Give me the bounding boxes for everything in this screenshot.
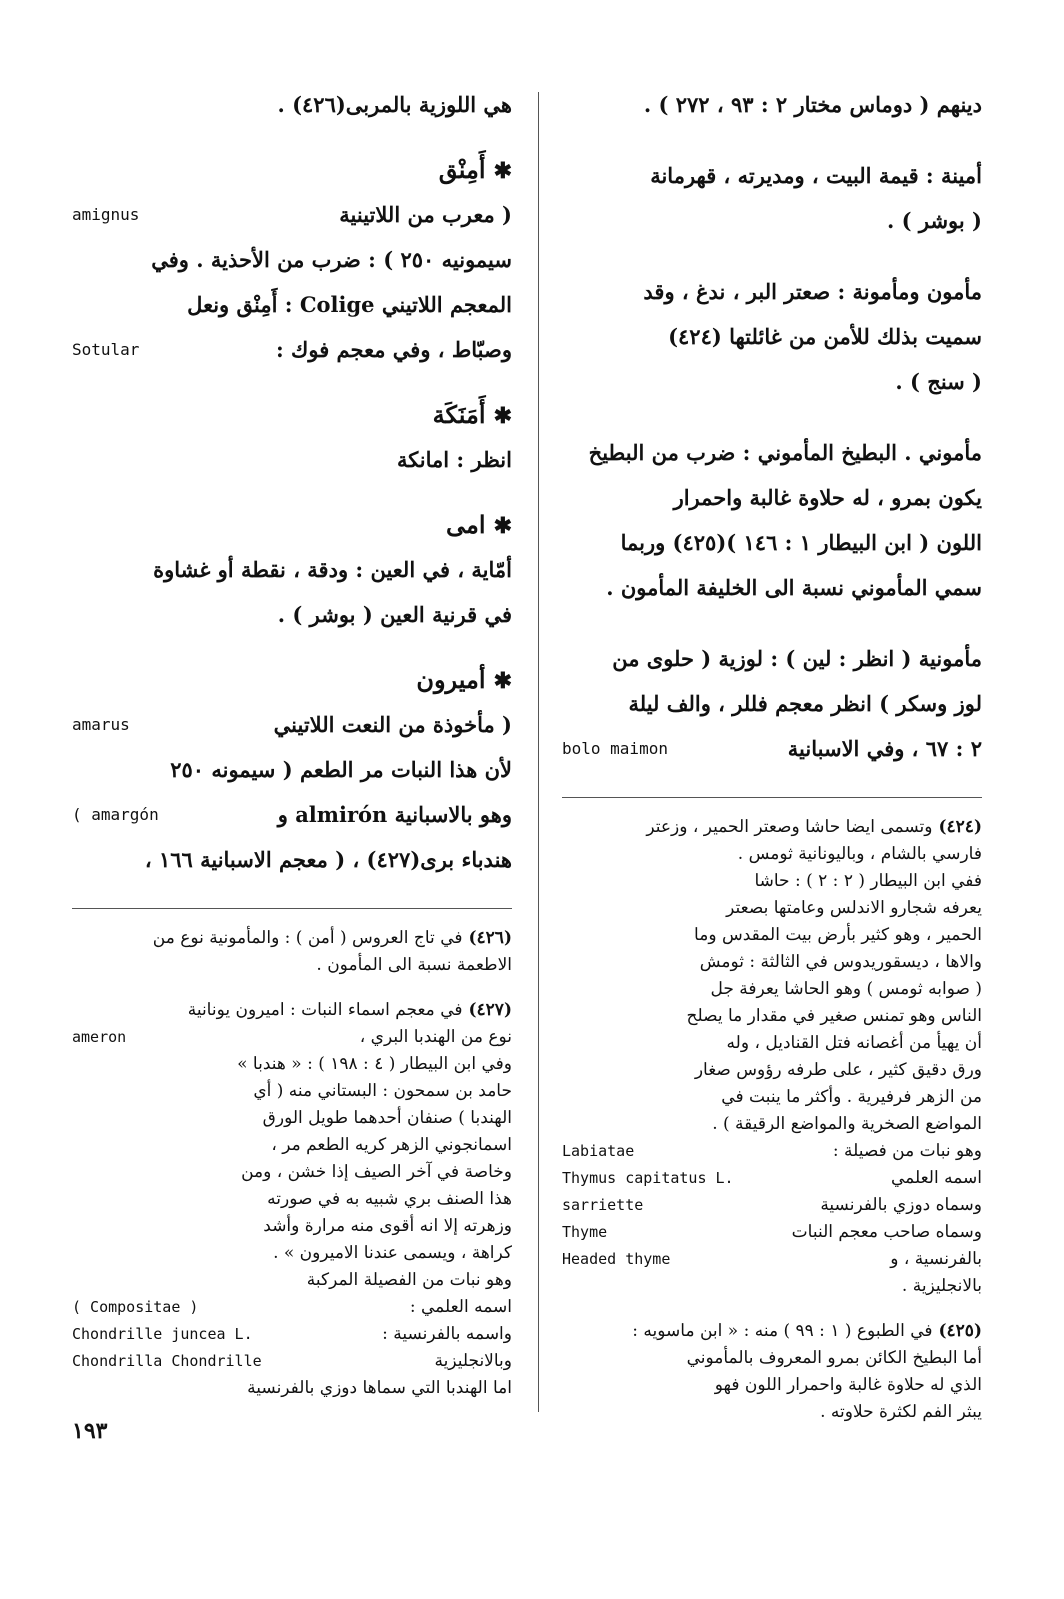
text-line — [562, 430, 982, 475]
arabic-text: ( سنج ) . — [895, 369, 982, 394]
footnote-line — [562, 922, 982, 949]
text-line — [72, 282, 512, 327]
footnote-line — [562, 976, 982, 1003]
footnote-line — [562, 1219, 982, 1246]
footnote-line — [72, 1294, 512, 1321]
footnote-line — [72, 1213, 512, 1240]
left-column — [72, 82, 512, 1420]
latin-term: Chondrille juncea L. — [72, 1325, 253, 1343]
arabic-text: وفي ابن البيطار ( ٤ : ١٩٨ ) : « هندبا » — [237, 1054, 512, 1074]
arabic-text: واسمه بالفرنسية : — [382, 1324, 512, 1344]
entry-paragraph — [562, 82, 982, 127]
footnote-line — [72, 1348, 512, 1375]
arabic-text: وسماه صاحب معجم النبات — [791, 1222, 982, 1242]
text-line — [562, 82, 982, 127]
arabic-text: ففي ابن البيطار ( ٢ : ٢ ) : حاشا — [754, 871, 982, 891]
footnote-427 — [72, 997, 512, 1402]
footnote-line — [562, 1372, 982, 1399]
entry-paragraph — [72, 82, 512, 127]
arabic-text: ورق دقيق كثير ، على طرفه رؤوس صغار — [694, 1060, 982, 1080]
text-line — [562, 314, 982, 359]
footnote-line — [72, 1105, 512, 1132]
arabic-text: وهو نبات من الفصيلة المركبة — [306, 1270, 512, 1290]
arabic-text: أمّاية ، في العين : ودقة ، نقطة أو غشاوة — [153, 557, 512, 582]
text-line — [562, 269, 982, 314]
entry-amiron-body — [72, 702, 512, 882]
footnote-line — [72, 1267, 512, 1294]
text-line — [72, 82, 512, 127]
footnote-line — [72, 1051, 512, 1078]
page-number: ١٩٣ — [72, 1418, 108, 1444]
arabic-text: نوع من الهندبا البري ، — [359, 1027, 512, 1047]
arabic-text: ( صوابه ثومس ) وهو الحاشا يعرفة جل — [710, 979, 982, 999]
latin-term: sarriette — [562, 1196, 644, 1214]
latin-term: Headed thyme — [562, 1250, 671, 1268]
headword: أميرون — [416, 665, 486, 694]
arabic-text: المواضع الصخرية والمواضع الرقيقة ) . — [712, 1114, 982, 1134]
footnote-line — [562, 1057, 982, 1084]
text-line — [72, 437, 512, 482]
arabic-text: حامد بن سمحون : البستاني منه ( أي — [253, 1081, 512, 1101]
latin-term: Labiatae — [562, 1142, 635, 1160]
arabic-text: من الزهر فرفيرية . وأكثر ما ينبت في — [721, 1087, 982, 1107]
asterisk-icon: ✱ — [493, 513, 512, 539]
arabic-text: في قرنية العين ( بوشر ) . — [277, 602, 512, 627]
entry-ama-head — [72, 508, 512, 543]
arabic-text: مأمونية ( انظر : لين ) : لوزية ( حلوى من — [612, 646, 982, 671]
arabic-text: انظر : امانكة — [396, 447, 512, 472]
footnote-line — [72, 952, 512, 979]
footnote-line — [72, 1078, 512, 1105]
arabic-text: الناس وهو تمنس صغير في مقدار ما يصلح — [686, 1006, 982, 1026]
arabic-text: اسمه العلمي — [890, 1168, 982, 1188]
footnote-line — [562, 1003, 982, 1030]
entry-amanaka-head — [72, 398, 512, 433]
footnote-line — [562, 1165, 982, 1192]
footnote-line — [562, 949, 982, 976]
text-line — [72, 592, 512, 637]
entry-amanaka-body — [72, 437, 512, 482]
arabic-text: المعجم اللاتيني Colige : أَمِنْق ونعل — [187, 292, 512, 317]
arabic-text: لوز وسكر ) انظر معجم فللر ، والف ليلة — [628, 691, 982, 716]
footnote-line — [562, 1318, 982, 1345]
footnote-separator — [562, 797, 982, 798]
latin-term: Thymus capitatus L. — [562, 1169, 734, 1187]
footnote-426 — [72, 925, 512, 979]
headword: امى — [446, 510, 486, 539]
arabic-text: اللون ( ابن البيطار ١ : ١٤٦ )(٤٢٥) وربما — [620, 530, 982, 555]
footnote-line — [72, 1159, 512, 1186]
text-line — [562, 520, 982, 565]
latin-term: amarus — [72, 715, 130, 734]
entry-paragraph — [562, 269, 982, 404]
arabic-text: هي اللوزية بالمربى(٤٢٦) . — [277, 92, 512, 117]
text-line — [72, 237, 512, 282]
entry-paragraph — [562, 430, 982, 610]
arabic-text: ( مأخوذة من النعت اللاتيني — [273, 712, 512, 737]
footnote-line — [562, 895, 982, 922]
entry-paragraph — [562, 636, 982, 771]
footnote-line — [72, 1186, 512, 1213]
text-line — [562, 636, 982, 681]
entry-amignus-head — [72, 153, 512, 188]
footnote-number: (٤٢٧) — [468, 1000, 512, 1020]
arabic-text: في معجم اسماء النبات : اميرون يونانية — [187, 1000, 463, 1020]
footnote-line — [562, 868, 982, 895]
footnote-line — [562, 814, 982, 841]
latin-term: Thyme — [562, 1223, 608, 1241]
arabic-text: وخاصة في آخر الصيف إذا خشن ، ومن — [241, 1162, 512, 1182]
asterisk-icon: ✱ — [493, 668, 512, 694]
arabic-text: فارسي بالشام ، وباليونانية ثومس . — [737, 844, 982, 864]
footnote-line — [562, 1030, 982, 1057]
footnote-line — [562, 1138, 982, 1165]
entry-amiron-head — [72, 663, 512, 698]
latin-term: ( amargón — [72, 805, 159, 824]
footnote-line — [562, 1345, 982, 1372]
arabic-text: اسمانجوني الزهر كريه الطعم مر ، — [271, 1135, 512, 1155]
text-line — [562, 359, 982, 404]
arabic-text: مأموني . البطيخ المأموني : ضرب من البطيخ — [588, 440, 982, 465]
arabic-text: سميت بذلك للأمن من غائلتها (٤٢٤) — [668, 324, 982, 349]
arabic-text: وزهرته إلا انه أقوى منه مرارة وأشد — [263, 1216, 512, 1236]
column-divider — [538, 92, 539, 1412]
text-line — [72, 837, 512, 882]
arabic-text: يكون بمرو ، له حلاوة غالبة واحمرار — [673, 485, 982, 510]
arabic-text: وهو بالاسبانية almirón و — [277, 802, 512, 827]
entry-ama-body — [72, 547, 512, 637]
entry-paragraph — [562, 153, 982, 243]
arabic-text: اما الهندبا التي سماها دوزي بالفرنسية — [247, 1378, 512, 1398]
arabic-text: هذا الصنف بري شبيه به في صورته — [267, 1189, 512, 1209]
text-line — [562, 198, 982, 243]
arabic-text: وصبّاط ، وفي معجم فوك : — [275, 337, 512, 362]
text-line — [562, 565, 982, 610]
arabic-text: أن يهيأ من أغصانه فتل القناديل ، وله — [726, 1033, 982, 1053]
latin-term: amignus — [72, 205, 140, 224]
arabic-text: دينهم ( دوماس مختار ٢ : ٩٣ ، ٢٧٢ ) . — [643, 92, 982, 117]
arabic-text: أمينة : قيمة البيت ، ومديرته ، قهرمانة — [650, 163, 982, 188]
right-column — [562, 82, 982, 1444]
text-line — [72, 327, 512, 372]
footnote-line — [562, 1084, 982, 1111]
asterisk-icon: ✱ — [493, 403, 512, 429]
footnote-number: (٤٢٥) — [938, 1321, 982, 1341]
entry-amignus-body — [72, 192, 512, 372]
footnote-line — [72, 1024, 512, 1051]
arabic-text: وتسمى ايضا حاشا وصعتر الحمير ، وزعتر — [646, 817, 933, 837]
arabic-text: هندباء برى(٤٢٧) ، ( معجم الاسبانية ١٦٦ ، — [144, 847, 512, 872]
arabic-text: كراهة ، ويسمى عندنا الاميرون » . — [273, 1243, 512, 1263]
footnote-line — [72, 1321, 512, 1348]
footnote-line — [562, 1399, 982, 1426]
footnote-line — [562, 1246, 982, 1273]
arabic-text: وبالانجليزية — [434, 1351, 512, 1371]
text-line — [72, 792, 512, 837]
arabic-text: ( معرب من اللاتينية — [339, 202, 512, 227]
arabic-text: والاها ، ديسقوريدوس في الثالثة : ثومش — [699, 952, 982, 972]
text-line — [562, 726, 982, 771]
footnote-line — [562, 1273, 982, 1300]
footnote-line — [562, 1111, 982, 1138]
arabic-text: الاطعمة نسبة الى المأمون . — [316, 955, 512, 975]
arabic-text: الهندبا ) صنفان أحدهما طويل الورق — [262, 1108, 512, 1128]
arabic-text: يعرفه شجارو الاندلس وعامتها بصعتر — [726, 898, 982, 918]
footnote-line — [72, 1240, 512, 1267]
footnote-number: (٤٢٤) — [938, 817, 982, 837]
arabic-text: مأمون ومأمونة : صعتر البر ، ندغ ، وقد — [643, 279, 982, 304]
arabic-text: وسماه دوزي بالفرنسية — [820, 1195, 982, 1215]
arabic-text: لأن هذا النبات مر الطعم ( سيمونه ٢٥٠ — [170, 757, 512, 782]
text-line — [72, 702, 512, 747]
asterisk-icon: ✱ — [493, 158, 512, 184]
footnote-separator — [72, 908, 512, 909]
arabic-text: الذي له حلاوة غالبة واحمرار اللون فهو — [714, 1375, 982, 1395]
latin-term: ( Compositae ) — [72, 1298, 199, 1316]
arabic-text: ( بوشر ) . — [887, 208, 982, 233]
arabic-text: سيمونيه ٢٥٠ ) : ضرب من الأحذية . وفي — [151, 247, 512, 272]
arabic-text: في تاج العروس ( أمن ) : والمأمونية نوع من — [152, 928, 463, 948]
latin-term: Chondrilla Chondrille — [72, 1352, 262, 1370]
arabic-text: وهو نبات من فصيلة : — [832, 1141, 982, 1161]
footnote-425 — [562, 1318, 982, 1426]
latin-term: Sotular — [72, 340, 140, 359]
arabic-text: بالفرنسية ، و — [890, 1249, 982, 1269]
arabic-text: يبثر الفم لكثرة حلاوته . — [820, 1402, 982, 1422]
arabic-text: بالانجليزية . — [901, 1276, 982, 1296]
arabic-text: أما البطيخ الكائن بمرو المعروف بالمأموني — [686, 1348, 982, 1368]
text-line — [562, 681, 982, 726]
arabic-text: في الطبوع ( ١ : ٩٩ ) منه : « ابن ماسويه : — [632, 1321, 933, 1341]
footnote-line — [72, 925, 512, 952]
latin-term: bolo maimon — [562, 739, 668, 758]
footnote-line — [562, 1192, 982, 1219]
text-line — [562, 153, 982, 198]
text-line — [562, 475, 982, 520]
footnote-line — [72, 997, 512, 1024]
arabic-text: الحمير ، وهو كثير بأرض بيت المقدس وما — [694, 925, 982, 945]
text-line — [72, 192, 512, 237]
arabic-text: سمي المأموني نسبة الى الخليفة المأمون . — [606, 575, 982, 600]
footnote-line — [72, 1132, 512, 1159]
footnote-line — [72, 1375, 512, 1402]
footnote-424 — [562, 814, 982, 1300]
footnote-line — [562, 841, 982, 868]
text-line — [72, 747, 512, 792]
arabic-text: اسمه العلمي : — [409, 1297, 512, 1317]
text-line — [72, 547, 512, 592]
arabic-text: ٢ : ٦٧ ، وفي الاسبانية — [787, 736, 982, 761]
headword: أَمَنَكَة — [432, 400, 486, 429]
latin-term: ameron — [72, 1028, 127, 1046]
headword: أَمِنْق — [438, 155, 486, 184]
footnote-number: (٤٢٦) — [468, 928, 512, 948]
